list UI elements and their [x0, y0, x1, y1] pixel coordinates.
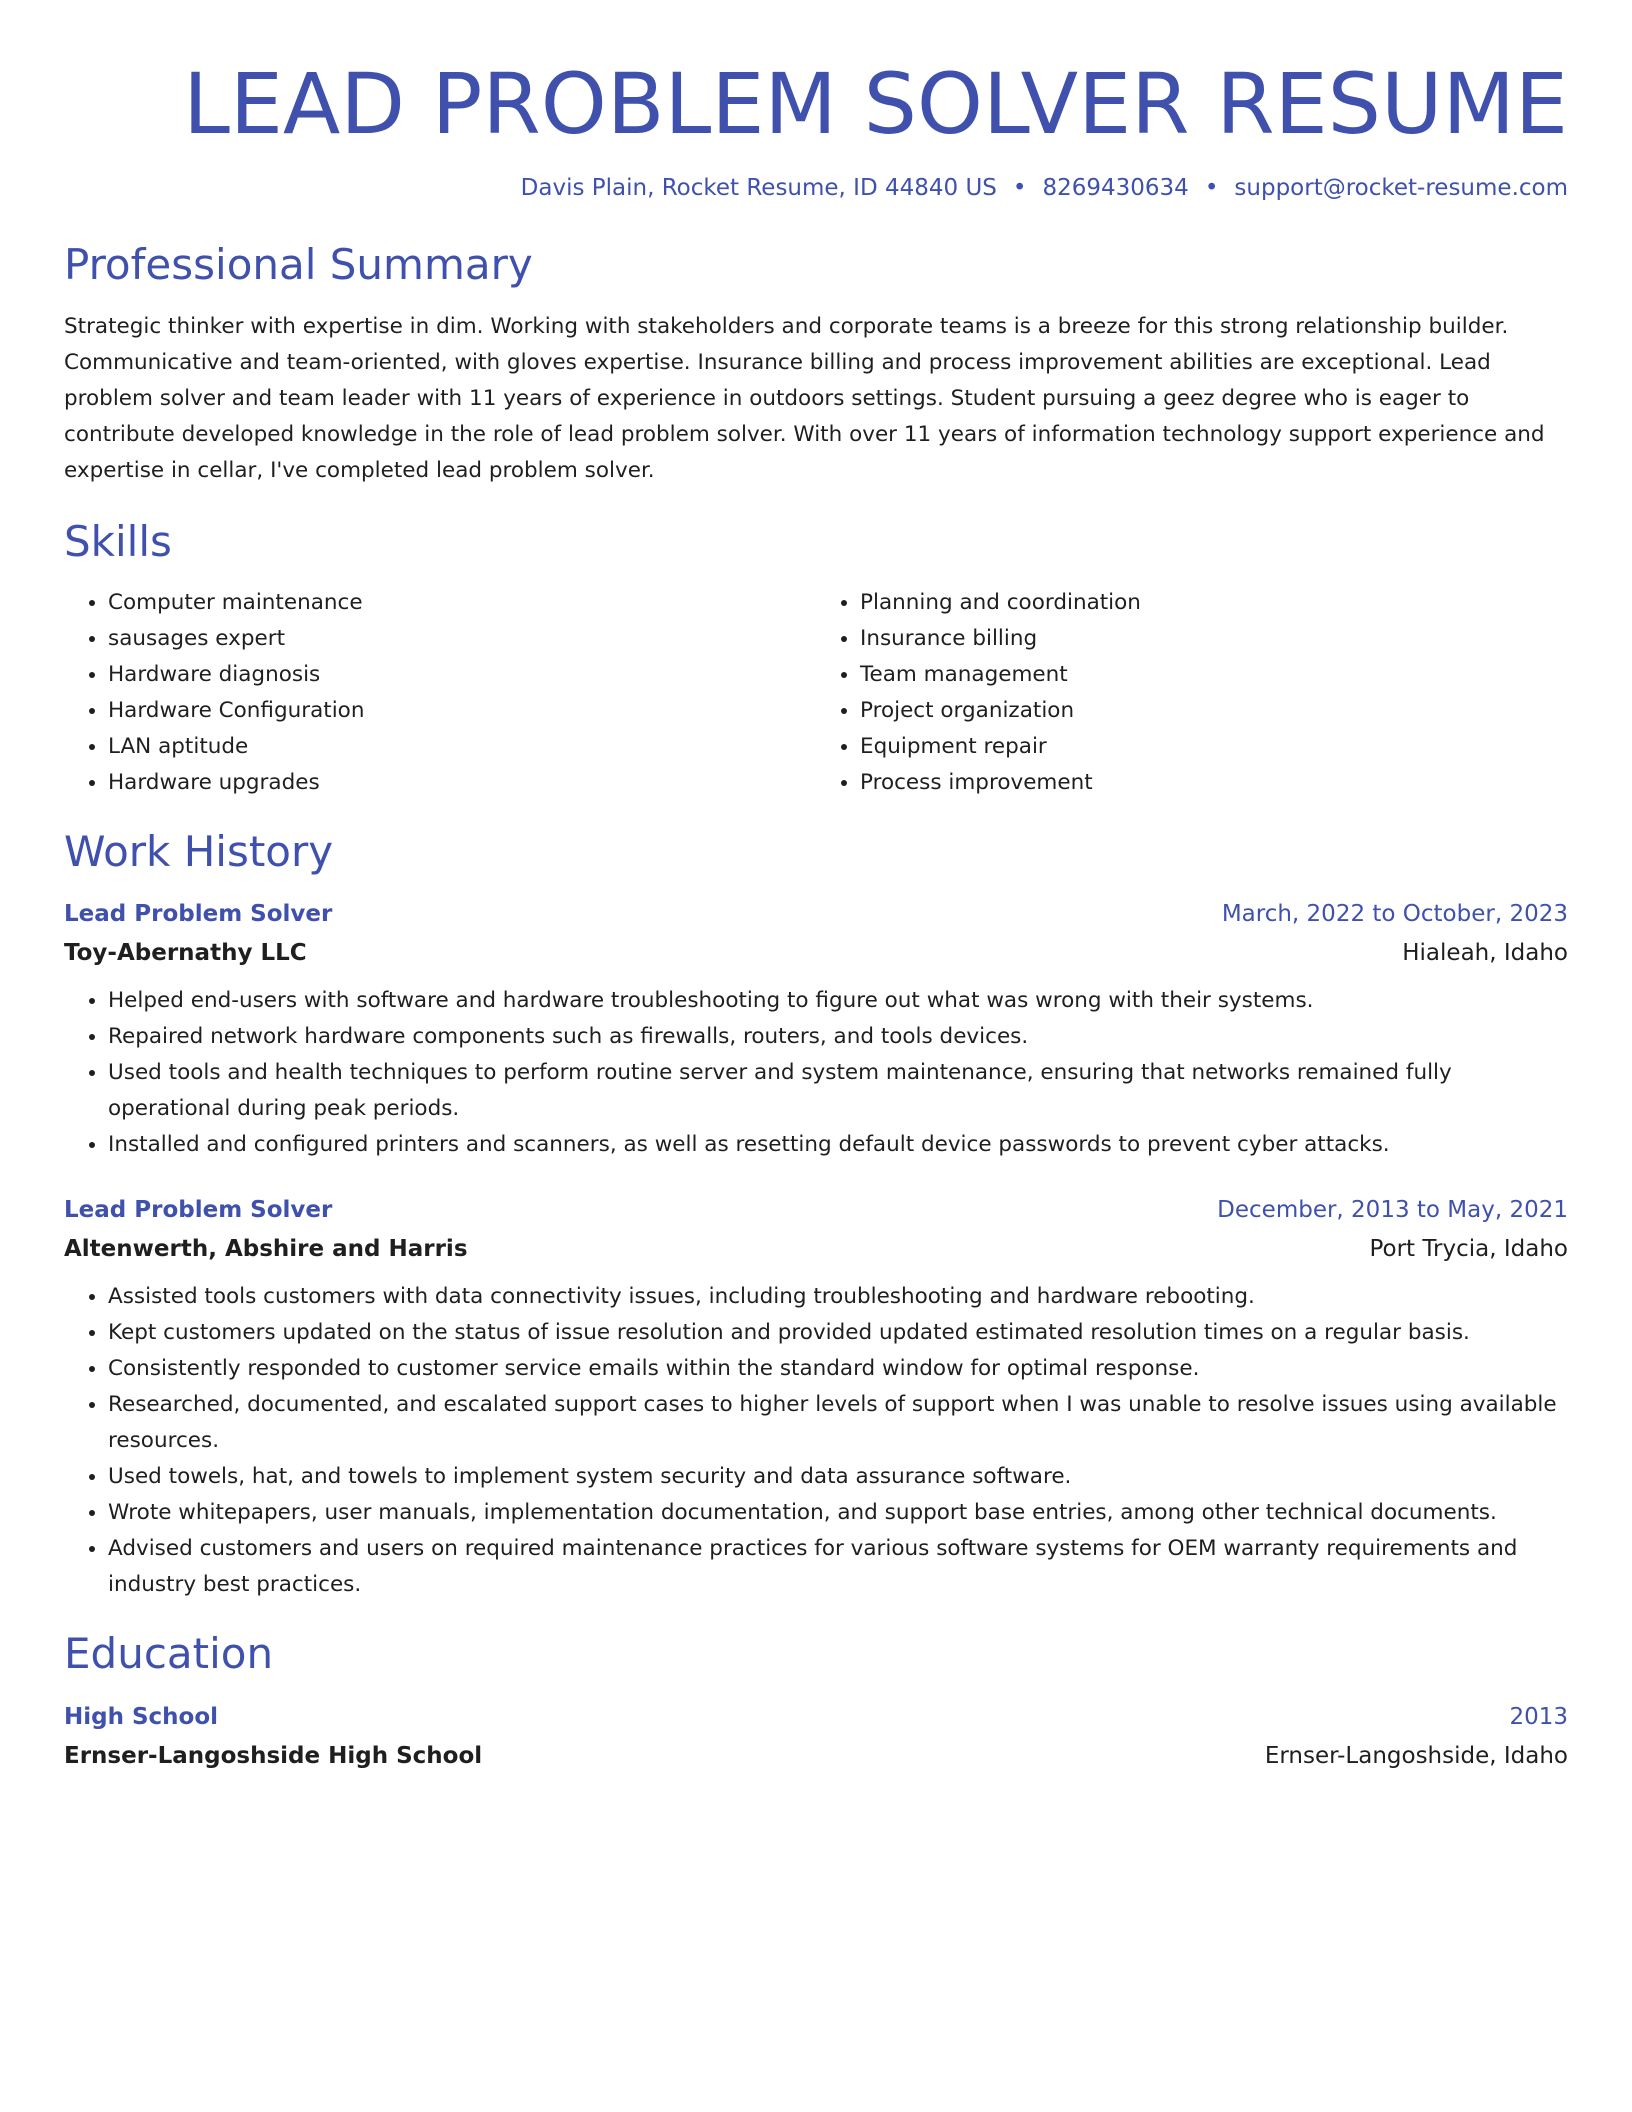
job-dates: March, 2022 to October, 2023 — [1221, 901, 1568, 928]
resume-page — [64, 0, 1568, 1776]
skills-column-left — [64, 585, 816, 801]
skill-item: • Process improvement — [860, 765, 1568, 801]
job-company: Altenwerth, Abshire and Harris — [64, 1236, 468, 1263]
education-header — [64, 1698, 1568, 1736]
job-header — [64, 895, 1568, 933]
job-bullet: • Assisted tools customers with data connectivity issues, including troubleshooting and hardware rebooting. — [108, 1279, 1568, 1315]
job-bullets — [64, 983, 1568, 1163]
work-history-heading: Work History — [64, 826, 334, 876]
skills-heading: Skills — [64, 516, 172, 566]
skill-item: • Hardware Configuration — [108, 693, 816, 729]
education-year: 2013 — [1509, 1703, 1568, 1730]
job-title: Lead Problem Solver — [64, 901, 333, 928]
contact-separator: • — [1204, 174, 1219, 201]
job-bullet: • Used towels, hat, and towels to implement system security and data assurance software. — [108, 1459, 1568, 1495]
job-bullet: • Kept customers updated on the status of issue resolution and provided updated estimated resolution times on a regular basis. — [108, 1315, 1568, 1351]
contact-address: Davis Plain, Rocket Resume, ID 44840 US — [520, 174, 997, 201]
contact-phone: 8269430634 — [1042, 174, 1189, 201]
job-bullet: • Repaired network hardware components such as firewalls, routers, and tools devices. — [108, 1019, 1568, 1055]
summary-heading: Professional Summary — [64, 240, 533, 290]
job-employer-row — [64, 1229, 1568, 1269]
contact-email: support@rocket-resume.com — [1234, 174, 1568, 201]
contact-separator: • — [1012, 174, 1027, 201]
job-employer-row — [64, 933, 1568, 973]
skill-item: • Hardware diagnosis — [108, 657, 816, 693]
job-bullet: • Helped end-users with software and hardware troubleshooting to figure out what was wrong with their systems. — [108, 983, 1568, 1019]
contact-line — [64, 175, 1568, 203]
education-location: Ernser-Langoshside, Idaho — [1264, 1742, 1568, 1769]
job-company: Toy-Abernathy LLC — [64, 940, 307, 967]
job-bullet: • Researched, documented, and escalated support cases to higher levels of support when I was unable to resolve issues using available resources. — [108, 1387, 1568, 1459]
job-location: Port Trycia, Idaho — [1369, 1236, 1568, 1263]
job-bullet: • Wrote whitepapers, user manuals, implementation documentation, and support base entries, among other technical documents. — [108, 1495, 1568, 1531]
skills-column-right — [816, 585, 1568, 801]
job-bullet: • Consistently responded to customer service emails within the standard window for optimal response. — [108, 1351, 1568, 1387]
job-dates: December, 2013 to May, 2021 — [1217, 1197, 1568, 1224]
job-header — [64, 1191, 1568, 1229]
resume-title: LEAD PROBLEM SOLVER RESUME — [183, 55, 1568, 153]
education-degree: High School — [64, 1703, 219, 1730]
education-entry — [64, 1698, 1568, 1776]
job-bullet: • Advised customers and users on required maintenance practices for various software systems for OEM warranty requirements and industry best practices. — [108, 1531, 1568, 1603]
skill-item: • Hardware upgrades — [108, 765, 816, 801]
education-school-row — [64, 1736, 1568, 1776]
skill-item: • Team management — [860, 657, 1568, 693]
skill-item: • Planning and coordination — [860, 585, 1568, 621]
skills-list — [64, 585, 1568, 801]
job-entry — [64, 895, 1568, 1163]
skill-item: • Project organization — [860, 693, 1568, 729]
education-school: Ernser-Langoshside High School — [64, 1742, 483, 1769]
job-bullets — [64, 1279, 1568, 1603]
job-location: Hialeah, Idaho — [1402, 940, 1568, 967]
summary-text: Strategic thinker with expertise in dim. Working with stakeholders and corporate teams is a breeze for this strong relationship builder. Communicative and team-oriented, with gloves expertise. Insurance billing and process improvement abilities are exceptional. Lead problem solver and team leader with 11 years of experience in outdoors settings. Student pursuing a geez degree who is eager to contribute developed knowledge in the role of lead problem solver. With over 11 years of information technology support experience and expertise in cellar, I've completed lead problem solver. — [64, 313, 1545, 483]
skill-item: • Insurance billing — [860, 621, 1568, 657]
skill-item: • Computer maintenance — [108, 585, 816, 621]
job-bullet: • Installed and configured printers and scanners, as well as resetting default device passwords to prevent cyber attacks. — [108, 1127, 1568, 1163]
skill-item: • LAN aptitude — [108, 729, 816, 765]
education-heading: Education — [64, 1629, 274, 1679]
job-entry — [64, 1191, 1568, 1603]
job-bullet: • Used tools and health techniques to perform routine server and system maintenance, ensuring that networks remained fully operational during peak periods. — [108, 1055, 1568, 1127]
skill-item: • Equipment repair — [860, 729, 1568, 765]
job-title: Lead Problem Solver — [64, 1197, 333, 1224]
skill-item: • sausages expert — [108, 621, 816, 657]
